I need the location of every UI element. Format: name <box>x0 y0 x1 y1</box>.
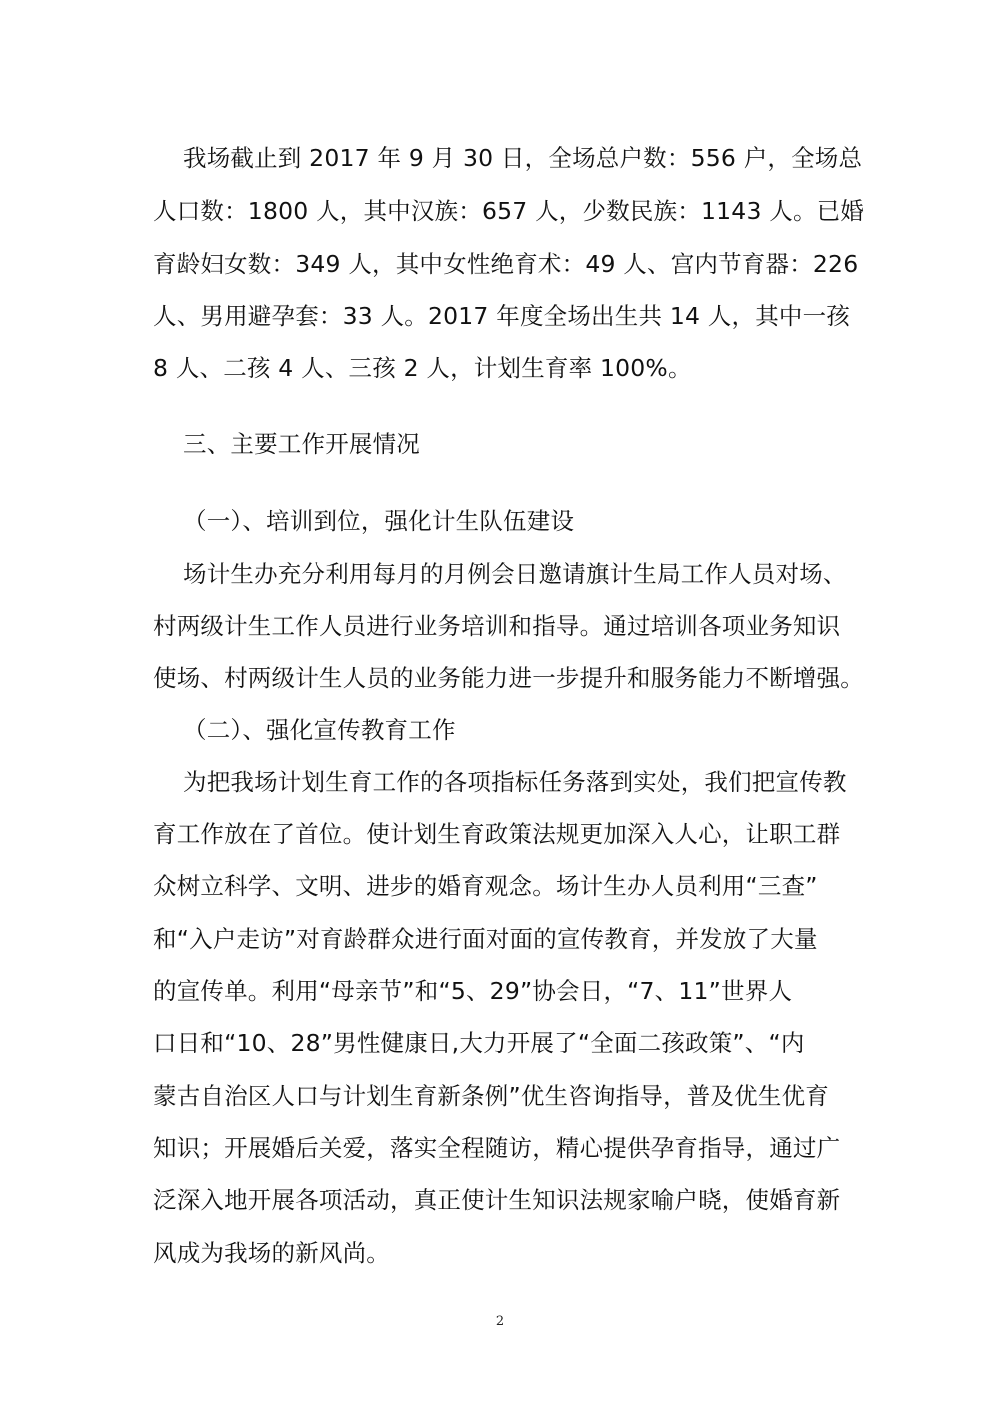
text-line: 人、男用避孕套：33 人。2017 年度全场出生共 14 人，其中一孩 <box>153 302 850 330</box>
subsection-heading: （二）、强化宣传教育工作 <box>183 716 456 744</box>
text-line: 蒙古自治区人口与计划生育新条例”优生咨询指导，普及优生优育 <box>153 1082 829 1110</box>
text-line: 的宣传单。利用“母亲节”和“5、29”协会日，“7、11”世界人 <box>153 977 793 1005</box>
text-line: 和“入户走访”对育龄群众进行面对面的宣传教育，并发放了大量 <box>153 925 818 953</box>
text-line: 育龄妇女数：349 人，其中女性绝育术：49 人、宫内节育器：226 <box>153 250 859 278</box>
text-line: 8 人、二孩 4 人、三孩 2 人，计划生育率 100%。 <box>153 354 692 382</box>
subsection-heading: （一）、培训到位，强化计生队伍建设 <box>183 507 575 535</box>
text-line: 风成为我场的新风尚。 <box>153 1239 390 1267</box>
section-heading: 三、主要工作开展情况 <box>183 430 420 458</box>
text-line: 泛深入地开展各项活动，真正使计生知识法规家喻户晓，使婚育新 <box>153 1186 841 1214</box>
text-line: 众树立科学、文明、进步的婚育观念。场计生办人员利用“三查” <box>153 872 818 900</box>
text-line: 育工作放在了首位。使计划生育政策法规更加深入人心，让职工群 <box>153 820 841 848</box>
text-line: 知识；开展婚后关爱，落实全程随访，精心提供孕育指导，通过广 <box>153 1134 841 1162</box>
text-line: 为把我场计划生育工作的各项指标任务落到实处，我们把宣传教 <box>183 768 847 796</box>
text-line: 村两级计生工作人员进行业务培训和指导。通过培训各项业务知识 <box>153 612 841 640</box>
text-line: 人口数：1800 人，其中汉族：657 人，少数民族：1143 人。已婚 <box>153 197 865 225</box>
text-line: 我场截止到 2017 年 9 月 30 日，全场总户数：556 户，全场总 <box>183 144 863 172</box>
text-line: 口日和“10、28”男性健康日,大力开展了“全面二孩政策”、“内 <box>153 1029 805 1057</box>
text-line: 使场、村两级计生人员的业务能力进一步提升和服务能力不断增强。 <box>153 664 864 692</box>
page-number: 2 <box>495 1314 505 1329</box>
text-line: 场计生办充分利用每月的月例会日邀请旗计生局工作人员对场、 <box>183 560 847 588</box>
